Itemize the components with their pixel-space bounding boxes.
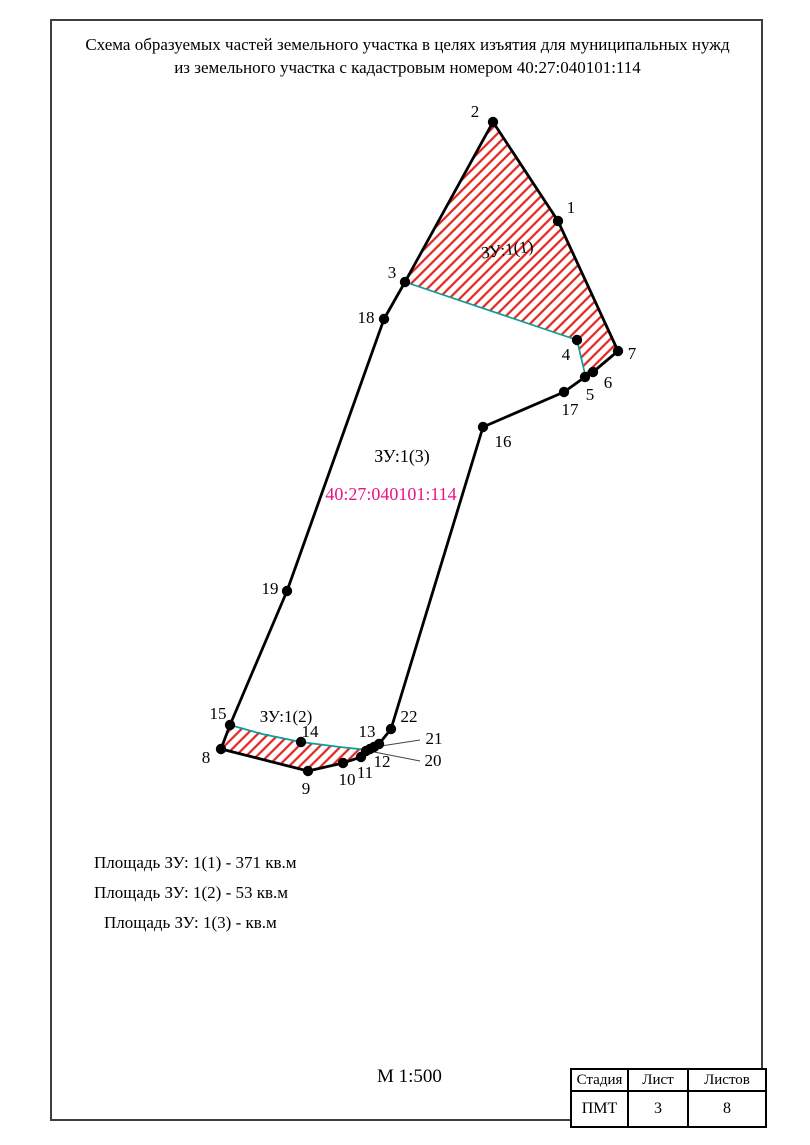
point-label-19: 19 xyxy=(261,579,279,598)
title-block-header-sheets: Листов xyxy=(688,1069,766,1091)
label-zone-1-1: ЗУ:1(1) xyxy=(479,236,535,263)
area-zu-1-3: Площадь ЗУ: 1(3) - кв.м xyxy=(104,913,277,932)
point-label-4: 4 xyxy=(561,345,571,364)
boundary-point-dot-22 xyxy=(386,724,396,734)
boundary-point-dot-7 xyxy=(613,346,623,356)
page-title-line1: Схема образуемых частей земельного участка в целях изъятия для муниципальных нужд xyxy=(85,35,730,54)
point-label-17: 17 xyxy=(561,400,579,419)
boundary-point-dot-9 xyxy=(303,766,313,776)
boundary-point-dot-18 xyxy=(379,314,389,324)
boundary-point-dot-21 xyxy=(369,742,379,752)
point-label-16: 16 xyxy=(494,432,512,451)
label-zone-1-2: ЗУ:1(2) xyxy=(259,707,313,726)
areas-block xyxy=(94,848,297,938)
point-label-14: 14 xyxy=(301,722,319,741)
point-label-8: 8 xyxy=(201,748,211,767)
title-block-value-sheet: 3 xyxy=(628,1091,688,1127)
boundary-point-dot-3 xyxy=(400,277,410,287)
point-label-15: 15 xyxy=(209,704,227,723)
boundary-point-dot-4 xyxy=(572,335,582,345)
leader-line-1 xyxy=(381,740,420,746)
point-label-12: 12 xyxy=(373,752,391,771)
point-label-2: 2 xyxy=(470,102,480,121)
area-zu-1-2: Площадь ЗУ: 1(2) - 53 кв.м xyxy=(94,883,289,902)
area-zu-1-1: Площадь ЗУ: 1(1) - 371 кв.м xyxy=(94,853,297,872)
boundary-point-dot-10 xyxy=(338,758,348,768)
boundary-point-dot-19 xyxy=(282,586,292,596)
point-label-10: 10 xyxy=(338,770,356,789)
label-zone-1-3: ЗУ:1(3) xyxy=(374,446,430,466)
point-label-13: 13 xyxy=(358,722,376,741)
title-block-header-stage: Стадия xyxy=(571,1069,628,1091)
point-label-3: 3 xyxy=(387,263,397,282)
point-label-9: 9 xyxy=(301,779,311,798)
scale-label: М 1:500 xyxy=(377,1066,442,1087)
boundary-point-dot-1 xyxy=(553,216,563,226)
title-block-value-sheets: 8 xyxy=(688,1091,766,1127)
point-label-22: 22 xyxy=(400,707,418,726)
point-label-11: 11 xyxy=(356,763,374,782)
label-cadastral-number: 40:27:040101:114 xyxy=(325,484,457,504)
boundary-point-dot-8 xyxy=(216,744,226,754)
title-block-header-sheet: Лист xyxy=(628,1069,688,1091)
point-label-20: 20 xyxy=(424,751,442,770)
title-block-value-stage: ПМТ xyxy=(571,1091,628,1127)
point-label-21: 21 xyxy=(425,729,443,748)
boundary-point-dot-2 xyxy=(488,117,498,127)
boundary-point-dot-6 xyxy=(588,367,598,377)
point-label-5: 5 xyxy=(585,385,595,404)
point-label-18: 18 xyxy=(357,308,375,327)
point-label-6: 6 xyxy=(603,373,613,392)
title-block-table xyxy=(570,1068,767,1128)
point-label-1: 1 xyxy=(566,198,576,217)
page-title-line2: из земельного участка с кадастровым номером 40:27:040101:114 xyxy=(174,58,641,77)
boundary-point-dot-16 xyxy=(478,422,488,432)
point-label-7: 7 xyxy=(627,344,637,363)
boundary-point-dot-17 xyxy=(559,387,569,397)
